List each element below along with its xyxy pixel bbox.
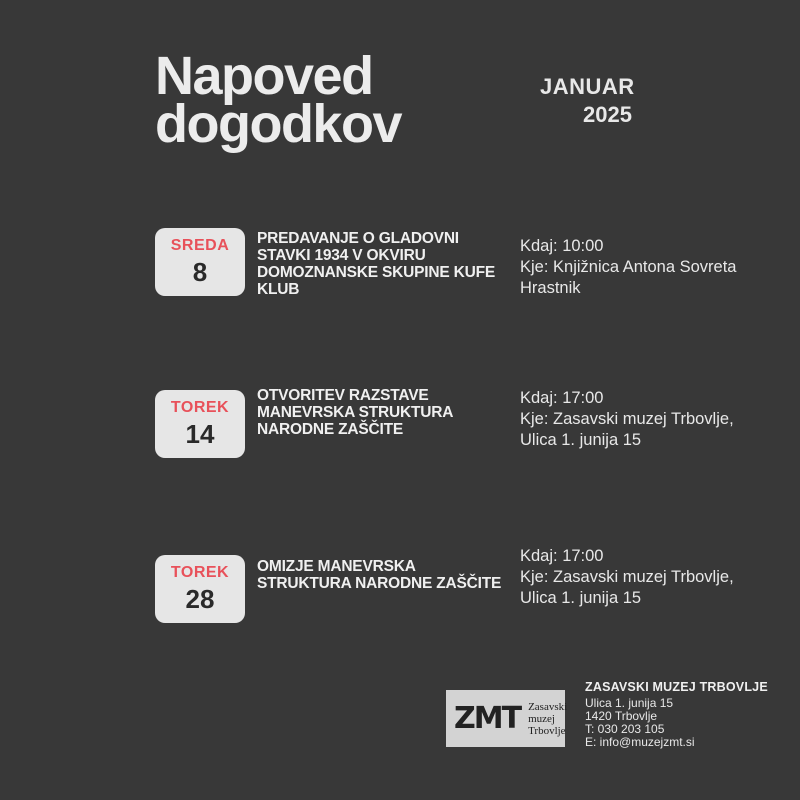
page-title-line-2: dogodkov xyxy=(155,94,401,154)
event-info xyxy=(520,388,760,451)
year-label: 2025 xyxy=(583,102,632,127)
contact-phone: T: 030 203 105 xyxy=(585,722,665,736)
date-number: 28 xyxy=(185,584,215,614)
contact-info xyxy=(585,697,695,749)
logo-letters: ZMT xyxy=(454,701,521,736)
date-weekday: TOREK xyxy=(170,399,230,416)
date-badge xyxy=(155,228,245,296)
event-where: Kje: Zasavski muzej Trbovlje, Ulica 1. junija 15 xyxy=(520,568,734,607)
organization-name: ZASAVSKI MUZEJ TRBOVLJE xyxy=(585,680,768,694)
month-label: JANUAR xyxy=(540,74,635,99)
date-weekday: TOREK xyxy=(170,564,230,581)
date-number: 8 xyxy=(192,257,208,287)
event-info xyxy=(520,546,760,609)
contact-address: Ulica 1. junija 15 xyxy=(585,696,674,710)
contact-email: E: info@muzejzmt.si xyxy=(585,735,695,749)
page-title-line-1: Napoved xyxy=(155,46,373,106)
museum-logo xyxy=(446,690,568,747)
contact-city: 1420 Trbovlje xyxy=(585,709,658,723)
event-when: Kdaj: 17:00 xyxy=(520,547,604,565)
event-title: OTVORITEV RAZSTAVE MANEVRSKA STRUKTURA NARODNE ZAŠČITE xyxy=(257,387,453,438)
date-badge xyxy=(155,390,245,458)
event-where: Kje: Zasavski muzej Trbovlje, Ulica 1. junija 15 xyxy=(520,410,734,449)
logo-text-line-3: Trbovlje xyxy=(528,724,566,737)
date-badge xyxy=(155,555,245,623)
date-number: 14 xyxy=(185,419,215,449)
date-weekday: SREDA xyxy=(170,237,230,254)
event-info xyxy=(520,236,760,299)
event-when: Kdaj: 17:00 xyxy=(520,389,604,407)
page-title xyxy=(155,46,401,154)
logo-text-line-1: Zasavski xyxy=(528,700,568,713)
event-where: Kje: Knjižnica Antona Sovreta Hrastnik xyxy=(520,258,737,297)
event-title: PREDAVANJE O GLADOVNI STAVKI 1934 V OKVIRU DOMOZNANSKE SKUPINE KUFE KLUB xyxy=(257,230,496,298)
event-title: OMIZJE MANEVRSKA STRUKTURA NARODNE ZAŠČITE xyxy=(257,558,502,592)
logo-text-line-2: muzej xyxy=(528,712,555,725)
event-when: Kdaj: 10:00 xyxy=(520,237,604,255)
logo-text xyxy=(528,701,567,737)
